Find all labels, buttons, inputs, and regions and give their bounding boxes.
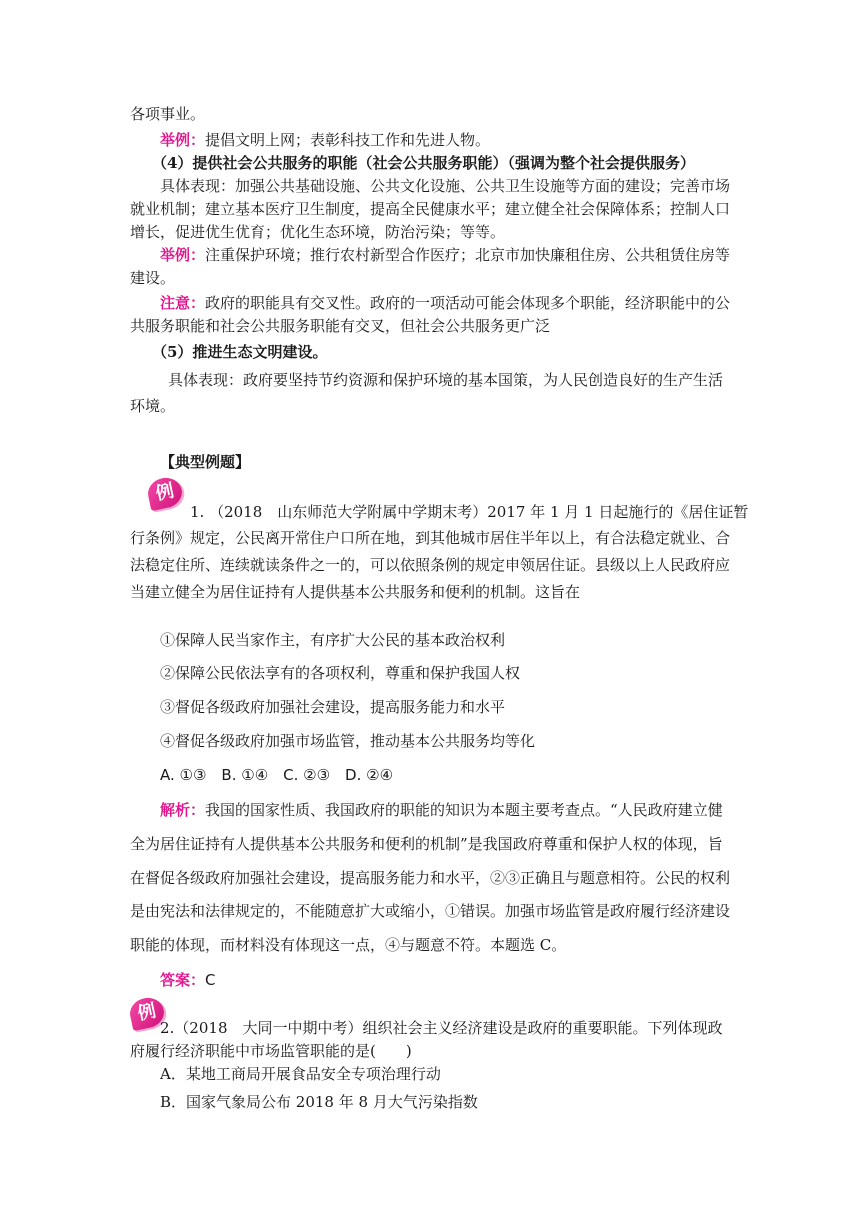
option-a: A．某地工商局开展食品安全专项治理行动 [160,1065,441,1083]
analysis-line: 全为居住证持有人提供基本公共服务和便利的机制”是我国政府尊重和保护人权的体现，旨 [130,835,723,853]
text-line: 建设。 [130,269,176,287]
example-text: 提倡文明上网；表彰科技工作和先进人物。 [205,131,491,149]
option-4: ④督促各级政府加强市场监管，推动基本公共服务均等化 [160,732,536,750]
analysis-line: 是由宪法和法律规定的，不能随意扩大或缩小，①错误。加强市场监管是政府履行经济建设 [130,902,731,920]
question-2-line: 2.（2018 大同一中期中考）组织社会主义经济建设是政府的重要职能。下列体现政 [160,1019,723,1037]
option-b: B．国家气象局公布 2018 年 8 月大气污染指数 [160,1093,478,1111]
text-line: 增长，促进优生优育；优化生态环境，防治污染；等等。 [130,223,506,241]
question-2-line: 府履行经济职能中市场监管职能的是( ) [130,1042,412,1060]
example-badge-icon: 例 [127,995,166,1031]
example-text: 注重保护环境；推行农村新型合作医疗；北京市加快廉租住房、公共租赁住房等 [205,246,731,264]
text-line: 具体表现：政府要坚持节约资源和保护环境的基本国策，为人民创造良好的生产生活 [168,371,724,389]
note-label: 注意： [160,294,206,312]
text-line: 就业机制；建立基本医疗卫生制度，提高全民健康水平；建立健全社会保障体系；控制人口 [130,200,731,218]
answer-line [160,970,216,990]
text-line: 各项事业。 [130,105,206,123]
question-1-line: 当建立健全为居住证持有人提供基本公共服务和便利的机制。这旨在 [130,583,581,601]
question-1-line: 1. （2018 山东师范大学附属中学期末考）2017 年 1 月 1 日起施行的《居住证暂 [190,503,749,521]
example-badge-icon: 例 [145,475,184,511]
analysis-line: 在督促各级政府加强社会建设，提高服务能力和水平，②③正确且与题意相符。公民的权利 [130,869,731,887]
text-line: 环境。 [130,397,176,415]
text-line: 共服务职能和社会公共服务职能有交叉，但社会公共服务更广泛 [130,317,551,335]
example-label: 举例： [160,131,206,149]
section-5-heading: （5）推进生态文明建设。 [152,343,328,361]
analysis-line: 职能的体现，而材料没有体现这一点，④与题意不符。本题选 C。 [130,936,567,954]
note-line [160,293,730,313]
note-text: 政府的职能具有交叉性。政府的一项活动可能会体现多个职能，经济职能中的公 [205,294,731,312]
example-line [160,130,490,150]
example-label: 举例： [160,246,206,264]
analysis-text: 我国的国家性质、我国政府的职能的知识为本题主要考查点。“人民政府建立健 [205,801,723,819]
analysis-label: 解析： [160,801,206,819]
option-2: ②保障公民依法享有的各项权利，尊重和保护我国人权 [160,664,521,682]
example-line [160,245,730,265]
question-1-line: 行条例》规定，公民离开常住户口所在地，到其他城市居住半年以上，有合法稳定就业、合 [130,529,731,547]
answer-choices: A. ①③ B. ①④ C. ②③ D. ②④ [160,766,394,784]
option-3: ③督促各级政府加强社会建设，提高服务能力和水平 [160,698,506,716]
section-4-heading: （4）提供社会公共服务的职能（社会公共服务职能）（强调为整个社会提供服务） [152,154,695,172]
answer-label: 答案： [160,971,206,989]
option-1: ①保障人民当家作主，有序扩大公民的基本政治权利 [160,631,506,649]
analysis-line [160,800,723,820]
answer-value: C [205,971,216,989]
text-line: 具体表现：加强公共基础设施、公共文化设施、公共卫生设施等方面的建设；完善市场 [160,177,731,195]
examples-title: 【典型例题】 [160,453,251,471]
question-1-line: 法稳定住所、连续就读条件之一的，可以依照条例的规定申领居住证。县级以上人民政府应 [130,556,731,574]
